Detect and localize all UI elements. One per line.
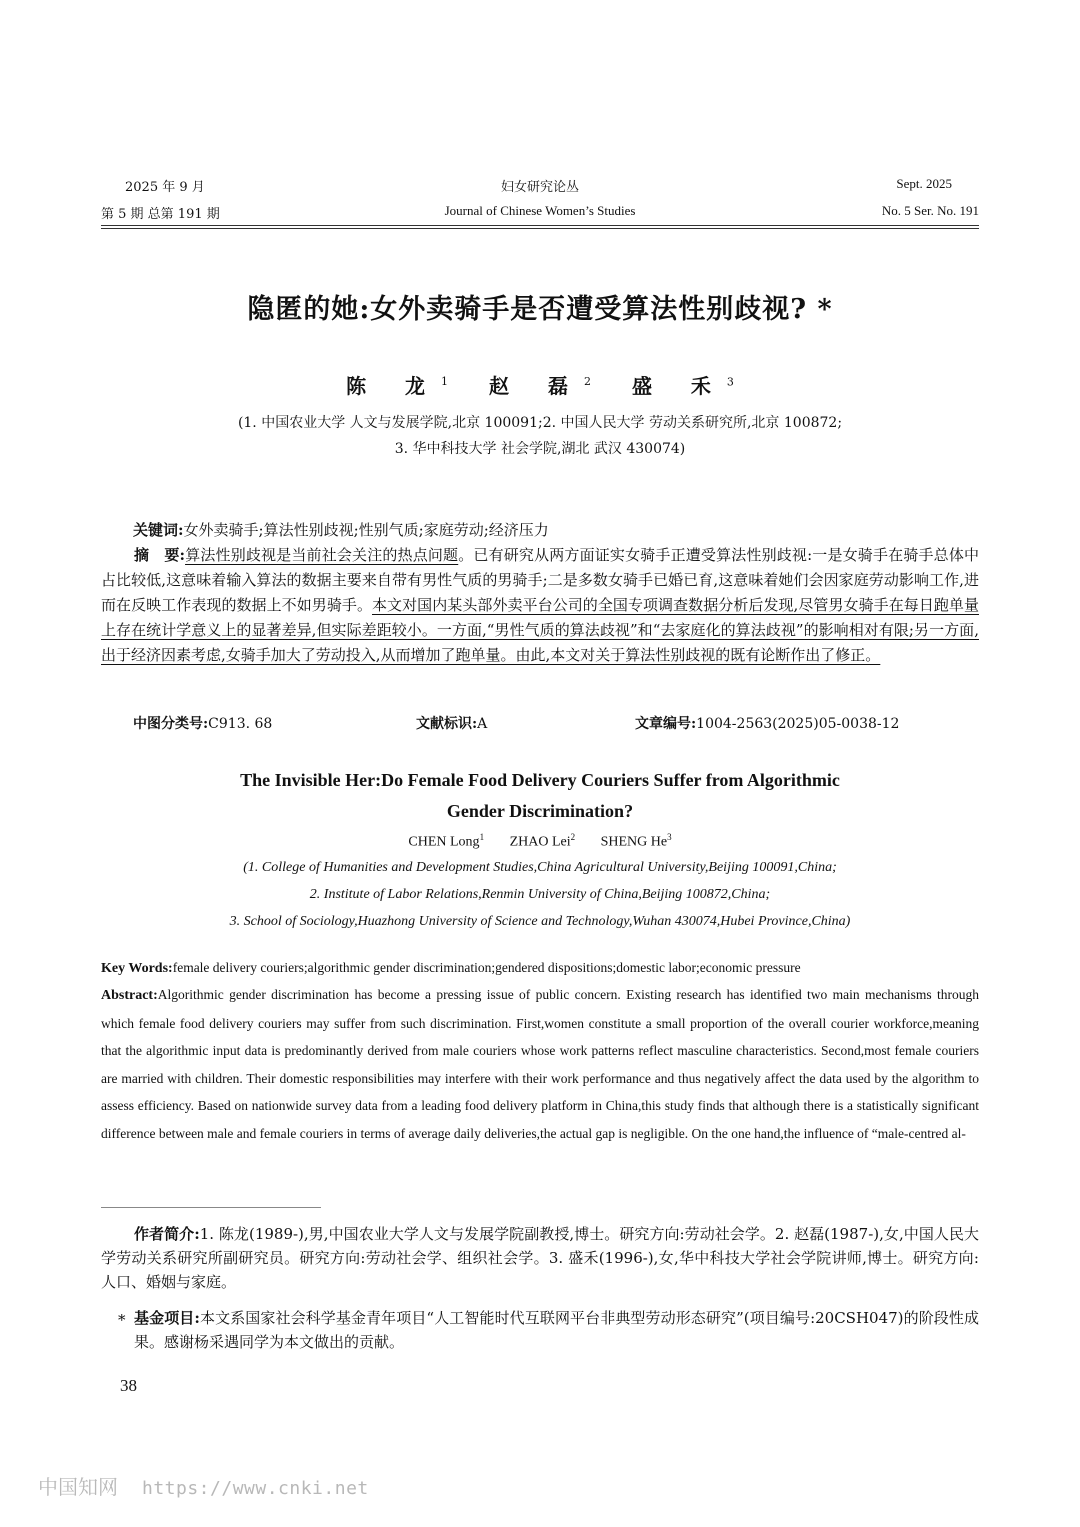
english-title-line-2: Gender Discrimination? [446,801,634,821]
english-author-2: ZHAO Lei [509,834,571,850]
author-name-1: 陈 龙 [346,374,442,398]
document-code-value: A [477,716,488,732]
page-number: 38 [120,1376,137,1395]
author-list [0,370,1080,399]
author-sup-1: 1 [441,375,449,389]
english-affiliation-2: 2. Institute of Labor Relations,Renmin University of China,Beijing 100872,China; [309,887,771,902]
english-author-sup-3: 3 [667,832,672,842]
english-abstract-label: Abstract: [101,988,158,1003]
keywords-label: 关键词: [133,521,184,539]
english-author-1: CHEN Long [408,834,480,850]
fund-note [134,1306,979,1354]
article-number [635,713,899,733]
author-bio-note [101,1222,979,1294]
article-number-label: 文章编号: [635,716,697,732]
header-issue-en: No. 5 Ser. No. 191 [881,203,979,218]
english-abstract [101,981,979,1147]
document-code [416,713,487,733]
english-author-sup-1: 1 [479,832,485,842]
cnki-url: https://www.cnki.net [142,1478,369,1499]
header-journal-cn: 妇女研究论丛 [500,180,579,195]
fund-text: 本文系国家社会科学基金青年项目“人工智能时代互联网平台非典型劳动形态研究”(项目编号:20CSH047)的阶段性成果。感谢杨采遇同学为本文做出的贡献。 [134,1309,979,1351]
document-code-label: 文献标识: [416,716,478,732]
author-name-3: 盛 禾 [631,374,727,398]
header-journal-en: Journal of Chinese Women’s Studies [444,203,636,218]
author-sup-2: 2 [583,375,591,389]
header-date-cn: 2025 年 9 月 [125,180,205,195]
english-author-list [0,832,1080,851]
english-affiliation-3: 3. School of Sociology,Huazhong University of Science and Technology,Wuhan 430074,Hubei Province,China) [229,914,851,929]
clc-label: 中图分类号: [133,716,209,732]
english-author-sup-2: 2 [570,832,576,842]
english-abstract-text: Algorithmic gender discrimination has become a pressing issue of public concern. Existing research has identified two main mechanisms through which female food delivery couriers may suffer from such discrimination. First,women constitute a small proportion of the overall courier workforce,meaning that the algorithmic input data is predominantly derived from male couriers whose work patterns reflect masculine characteristics. Second,most female couriers are married with children. Their domestic responsibilities may interfere with their work performance and thus negatively affect the data used by the algorithm to assess efficiency. Based on nationwide survey data from a leading food delivery platform in China,this study finds that although there is a statistically significant difference between male and female couriers in terms of average daily deliveries,the actual gap is negligible. On the one hand,the influence of “male-centred al- [101,987,979,1141]
english-author-3: SHENG He [600,834,668,850]
affiliation-line-1: (1. 中国农业大学 人文与发展学院,北京 100091;2. 中国人民大学 劳动关系研究所,北京 100872; [237,415,843,431]
affiliation-line-2: 3. 华中科技大学 社会学院,湖北 武汉 430074) [394,441,686,457]
fund-asterisk: * [118,1311,126,1329]
author-name-2: 赵 磊 [489,374,584,398]
abstract-cn-underlined-1: 算法性别歧视是当前社会关注的热点问题 [185,546,459,564]
clc-value: C913. 68 [208,716,273,732]
header-rule-bottom [101,228,979,229]
abstract-cn-underlined-2: 本文对国内某头部外卖平台公司的全国专项调查数据分析后发现,尽管男女骑手在每日跑单量上存在统计学意义上的显著差异,但实际差距较小。一方面,“男性气质的算法歧视”和“去家庭化的算法歧视”的影响相对有限;另一方面,出于经济因素考虑,女骑手加大了劳动投入,从而增加了跑单量。由此,本文对关于算法性别歧视的既有论断作出了修正。 [101,596,979,664]
cnki-watermark [38,1471,369,1500]
keywords-text: 女外卖骑手;算法性别歧视;性别气质;家庭劳动;经济压力 [183,521,549,539]
english-title-line-1: The Invisible Her:Do Female Food Delivery Couriers Suffer from Algorithmic [240,770,840,790]
abstract-cn-label: 摘 要: [134,546,186,564]
abstract-cn-body: 。已有研究从两方面证实女骑手正遭受算法性别歧视:一是女骑手在骑手总体中占比较低,这意味着输入算法的数据主要来自带有男性气质的男骑手;二是多数女骑手已婚已育,这意味着她们会因家庭劳动影响工作,进而在反映工作表现的数据上不如男骑手。 [101,546,979,614]
footnote-rule [101,1207,321,1208]
keywords-cn [133,518,979,543]
english-keywords [101,954,979,983]
cnki-brand: 中国知网 [38,1475,118,1499]
header-date-en: Sept. 2025 [896,176,952,191]
english-affiliation-1: (1. College of Humanities and Development Studies,China Agricultural University,Beijing 100091,China; [243,860,837,875]
author-bio-text: 1. 陈龙(1989-),男,中国农业大学人文与发展学院副教授,博士。研究方向:劳动社会学。2. 赵磊(1987-),女,中国人民大学劳动关系研究所副研究员。研究方向:劳动社会学、组织社会学。3. 盛禾(1996-),女,华中科技大学社会学院讲师,博士。研究方向:人口、婚姻与家庭。 [101,1225,979,1291]
header-rule-top [101,225,979,226]
abstract-cn [101,543,979,668]
header-issue-cn: 第 5 期 总第 191 期 [101,207,220,222]
clc-number [133,713,272,733]
author-sup-3: 3 [726,375,734,389]
author-bio-label: 作者简介: [134,1225,200,1243]
fund-label: 基金项目: [134,1309,200,1327]
english-keywords-text: female delivery couriers;algorithmic gender discrimination;gendered dispositions;domestic labor;economic pressure [172,960,801,975]
english-keywords-label: Key Words: [101,961,173,976]
article-title: 隐匿的她:女外卖骑手是否遭受算法性别歧视? * [247,294,833,325]
article-number-value: 1004-2563(2025)05-0038-12 [696,716,900,732]
